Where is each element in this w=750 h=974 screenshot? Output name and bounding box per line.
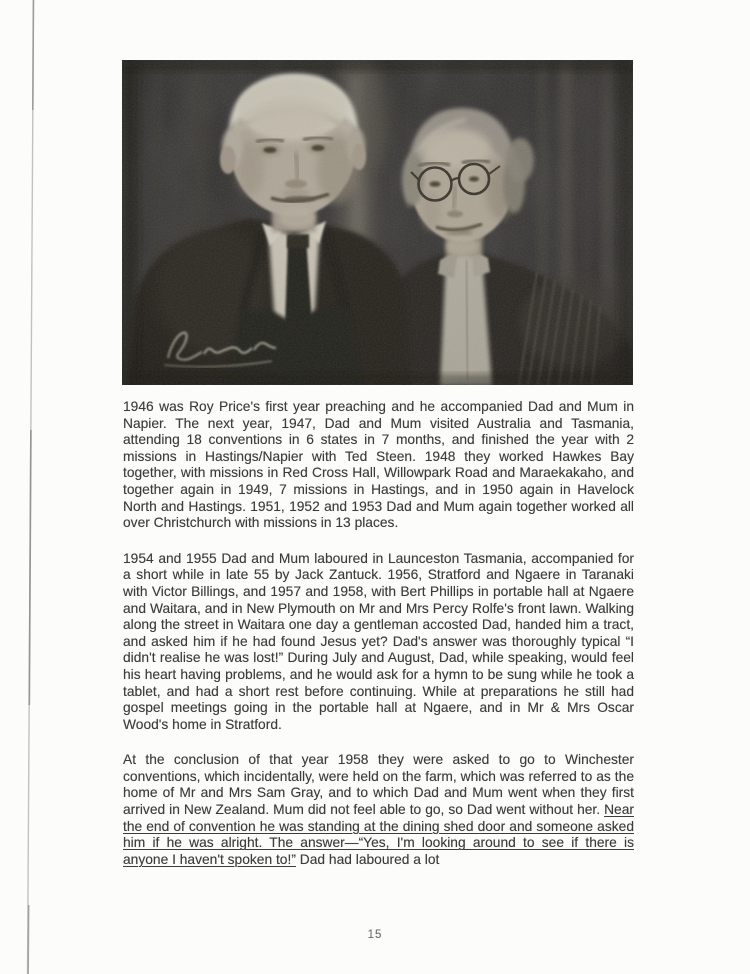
paragraph-2: 1954 and 1955 Dad and Mum laboured in Launceston Tasmania, accompanied for a short while in late 55 by Jack Zantuck. 1956, Stratford and Ngaere in Taranaki with Victor Billings, and 1957 and 1958, with Bert Phillips in portable hall at Ngaere and Waitara, and in New Plymouth on Mr and Mrs Percy Rolfe's front lawn. Walking along the street in Waitara one day a gentleman accosted Dad, handed him a tract, and asked him if he had found Jesus yet? Dad's answer was thoroughly typical “I didn't realise he was lost!” During July and August, Dad, while speaking, would feel his heart having problems, and he would ask for a hymn to be sung while he took a tablet, and had a short rest before continuing. While at preparations he still had gospel meetings going in the portable hall at Ngaere, and in Mr & Mrs Oscar Wood's home in Stratford.	[123, 550, 634, 732]
portrait-photo	[122, 60, 633, 385]
page-number: 15	[367, 929, 383, 941]
paragraph-3-tail: Dad had laboured a lot	[295, 851, 440, 867]
paragraph-1: 1946 was Roy Price's first year preaching and he accompanied Dad and Mum in Napier. The next year, 1947, Dad and Mum visited Australia and Tasmania, attending 18 conventions in 6 states in 7 months, and finished the year with 2 missions in Hastings/Napier with Ted Steen. 1948 they worked Hawkes Bay together, with missions in Red Cross Hall, Willowpark Road and Maraekakaho, and together again in 1949, 7 missions in Hastings, and in 1950 again in Havelock North and Hastings. 1951, 1952 and 1953 Dad and Mum again together worked all over Christchurch with missions in 13 places.	[123, 399, 634, 531]
paragraph-3-lead: At the conclusion of that year 1958 they were asked to go to Winchester conventions, which incidentally, were held on the farm, which was referred to as the home of Mr and Mrs Sam Gray, and to which Dad and Mum went when they first arrived in New Zealand. Mum did not feel able to go, so Dad went without her.	[123, 752, 634, 818]
paragraph-3	[123, 752, 634, 868]
underlined-passage: Near the end of convention he was standing at the dining shed door and someone asked him if he was alright. The answer—“Yes, I'm looking around to see if there is anyone I haven't spoken to!”	[123, 802, 634, 867]
body-text	[123, 399, 634, 887]
